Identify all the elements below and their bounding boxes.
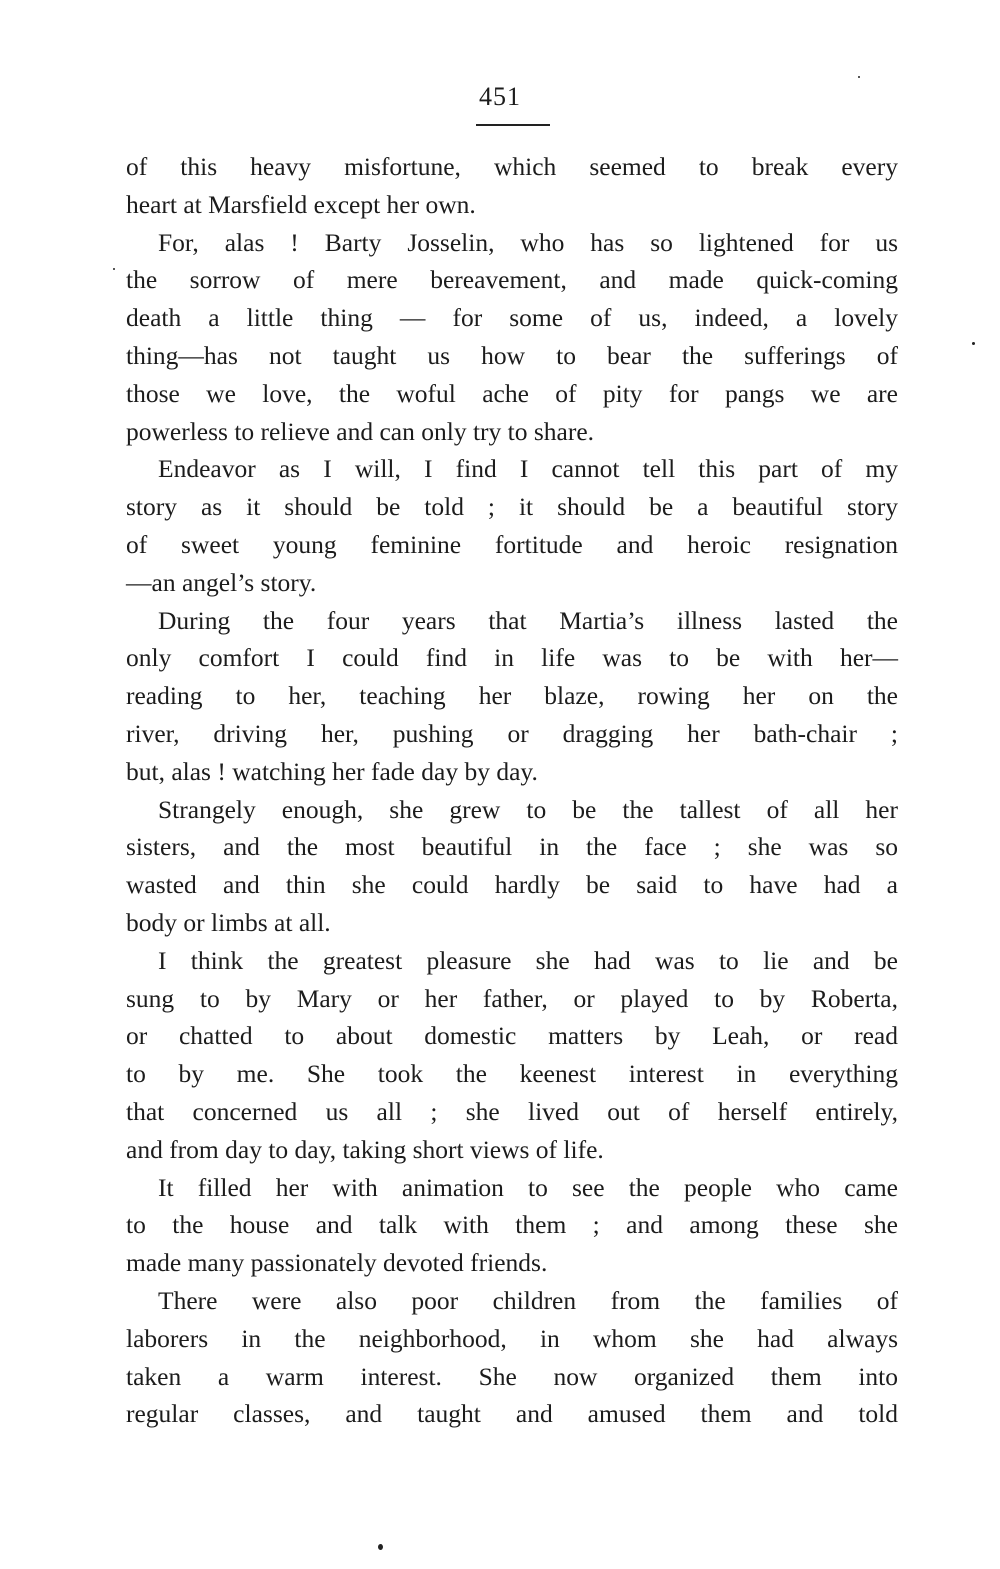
paragraph	[126, 1282, 898, 1433]
text-line: —an angel’s story.	[126, 567, 317, 597]
paragraph	[126, 791, 898, 942]
page-number: 451	[479, 82, 521, 111]
text-line: to by me. She took the keenest interest in everything	[126, 1059, 898, 1089]
text-line: There were also poor children from the families of	[158, 1285, 898, 1315]
text-line: regular classes, and taught and amused them and told	[126, 1399, 898, 1429]
scan-speck	[378, 1544, 383, 1550]
text-line: but, alas ! watching her fade day by day.	[126, 756, 538, 786]
body-text	[126, 148, 898, 1433]
text-line: reading to her, teaching her blaze, rowing her on the	[126, 681, 898, 711]
text-line: wasted and thin she could hardly be said to have had a	[126, 870, 898, 900]
text-line: For, alas ! Barty Josselin, who has so lightened for us	[158, 227, 898, 257]
text-line: made many passionately devoted friends.	[126, 1248, 548, 1278]
paragraph	[126, 148, 898, 224]
text-line: laborers in the neighborhood, in whom she had always	[126, 1323, 898, 1353]
text-line: that concerned us all ; she lived out of herself entirely,	[126, 1096, 898, 1126]
scan-speck	[972, 342, 975, 345]
text-line: It filled her with animation to see the people who came	[158, 1172, 898, 1202]
scan-speck	[858, 76, 860, 78]
text-line: river, driving her, pushing or dragging her bath-chair ;	[126, 718, 898, 748]
paragraph	[126, 224, 898, 451]
text-line: Strangely enough, she grew to be the tallest of all her	[158, 794, 898, 824]
text-line: During the four years that Martia’s illness lasted the	[158, 605, 898, 635]
text-line: of sweet young feminine fortitude and heroic resignation	[126, 529, 898, 559]
text-line: death a little thing — for some of us, indeed, a lovely	[126, 303, 898, 333]
text-line: and from day to day, taking short views of life.	[126, 1134, 604, 1164]
paragraph	[126, 450, 898, 601]
paragraph	[126, 942, 898, 1169]
text-line: heart at Marsfield except her own.	[126, 189, 476, 219]
header-rule	[476, 124, 550, 126]
text-line: powerless to relieve and can only try to share.	[126, 416, 595, 446]
text-line: sisters, and the most beautiful in the face ; she was so	[126, 832, 898, 862]
text-line: the sorrow of mere bereavement, and made quick-coming	[126, 265, 898, 295]
paragraph	[126, 1169, 898, 1282]
text-line: thing—has not taught us how to bear the sufferings of	[126, 340, 898, 370]
paragraph	[126, 602, 898, 791]
text-line: taken a warm interest. She now organized them into	[126, 1361, 898, 1391]
text-line: or chatted to about domestic matters by Leah, or read	[126, 1021, 898, 1051]
scan-speck	[113, 268, 115, 270]
text-line: those we love, the woful ache of pity for pangs we are	[126, 378, 898, 408]
text-line: body or limbs at all.	[126, 907, 331, 937]
text-line: only comfort I could find in life was to be with her—	[126, 643, 898, 673]
text-line: Endeavor as I will, I find I cannot tell this part of my	[158, 454, 898, 484]
text-line: of this heavy misfortune, which seemed to break every	[126, 152, 898, 181]
text-line: story as it should be told ; it should be a beautiful story	[126, 492, 898, 522]
text-line: sung to by Mary or her father, or played to by Roberta,	[126, 983, 898, 1013]
text-line: I think the greatest pleasure she had was to lie and be	[158, 945, 898, 975]
text-line: to the house and talk with them ; and among these she	[126, 1210, 898, 1240]
